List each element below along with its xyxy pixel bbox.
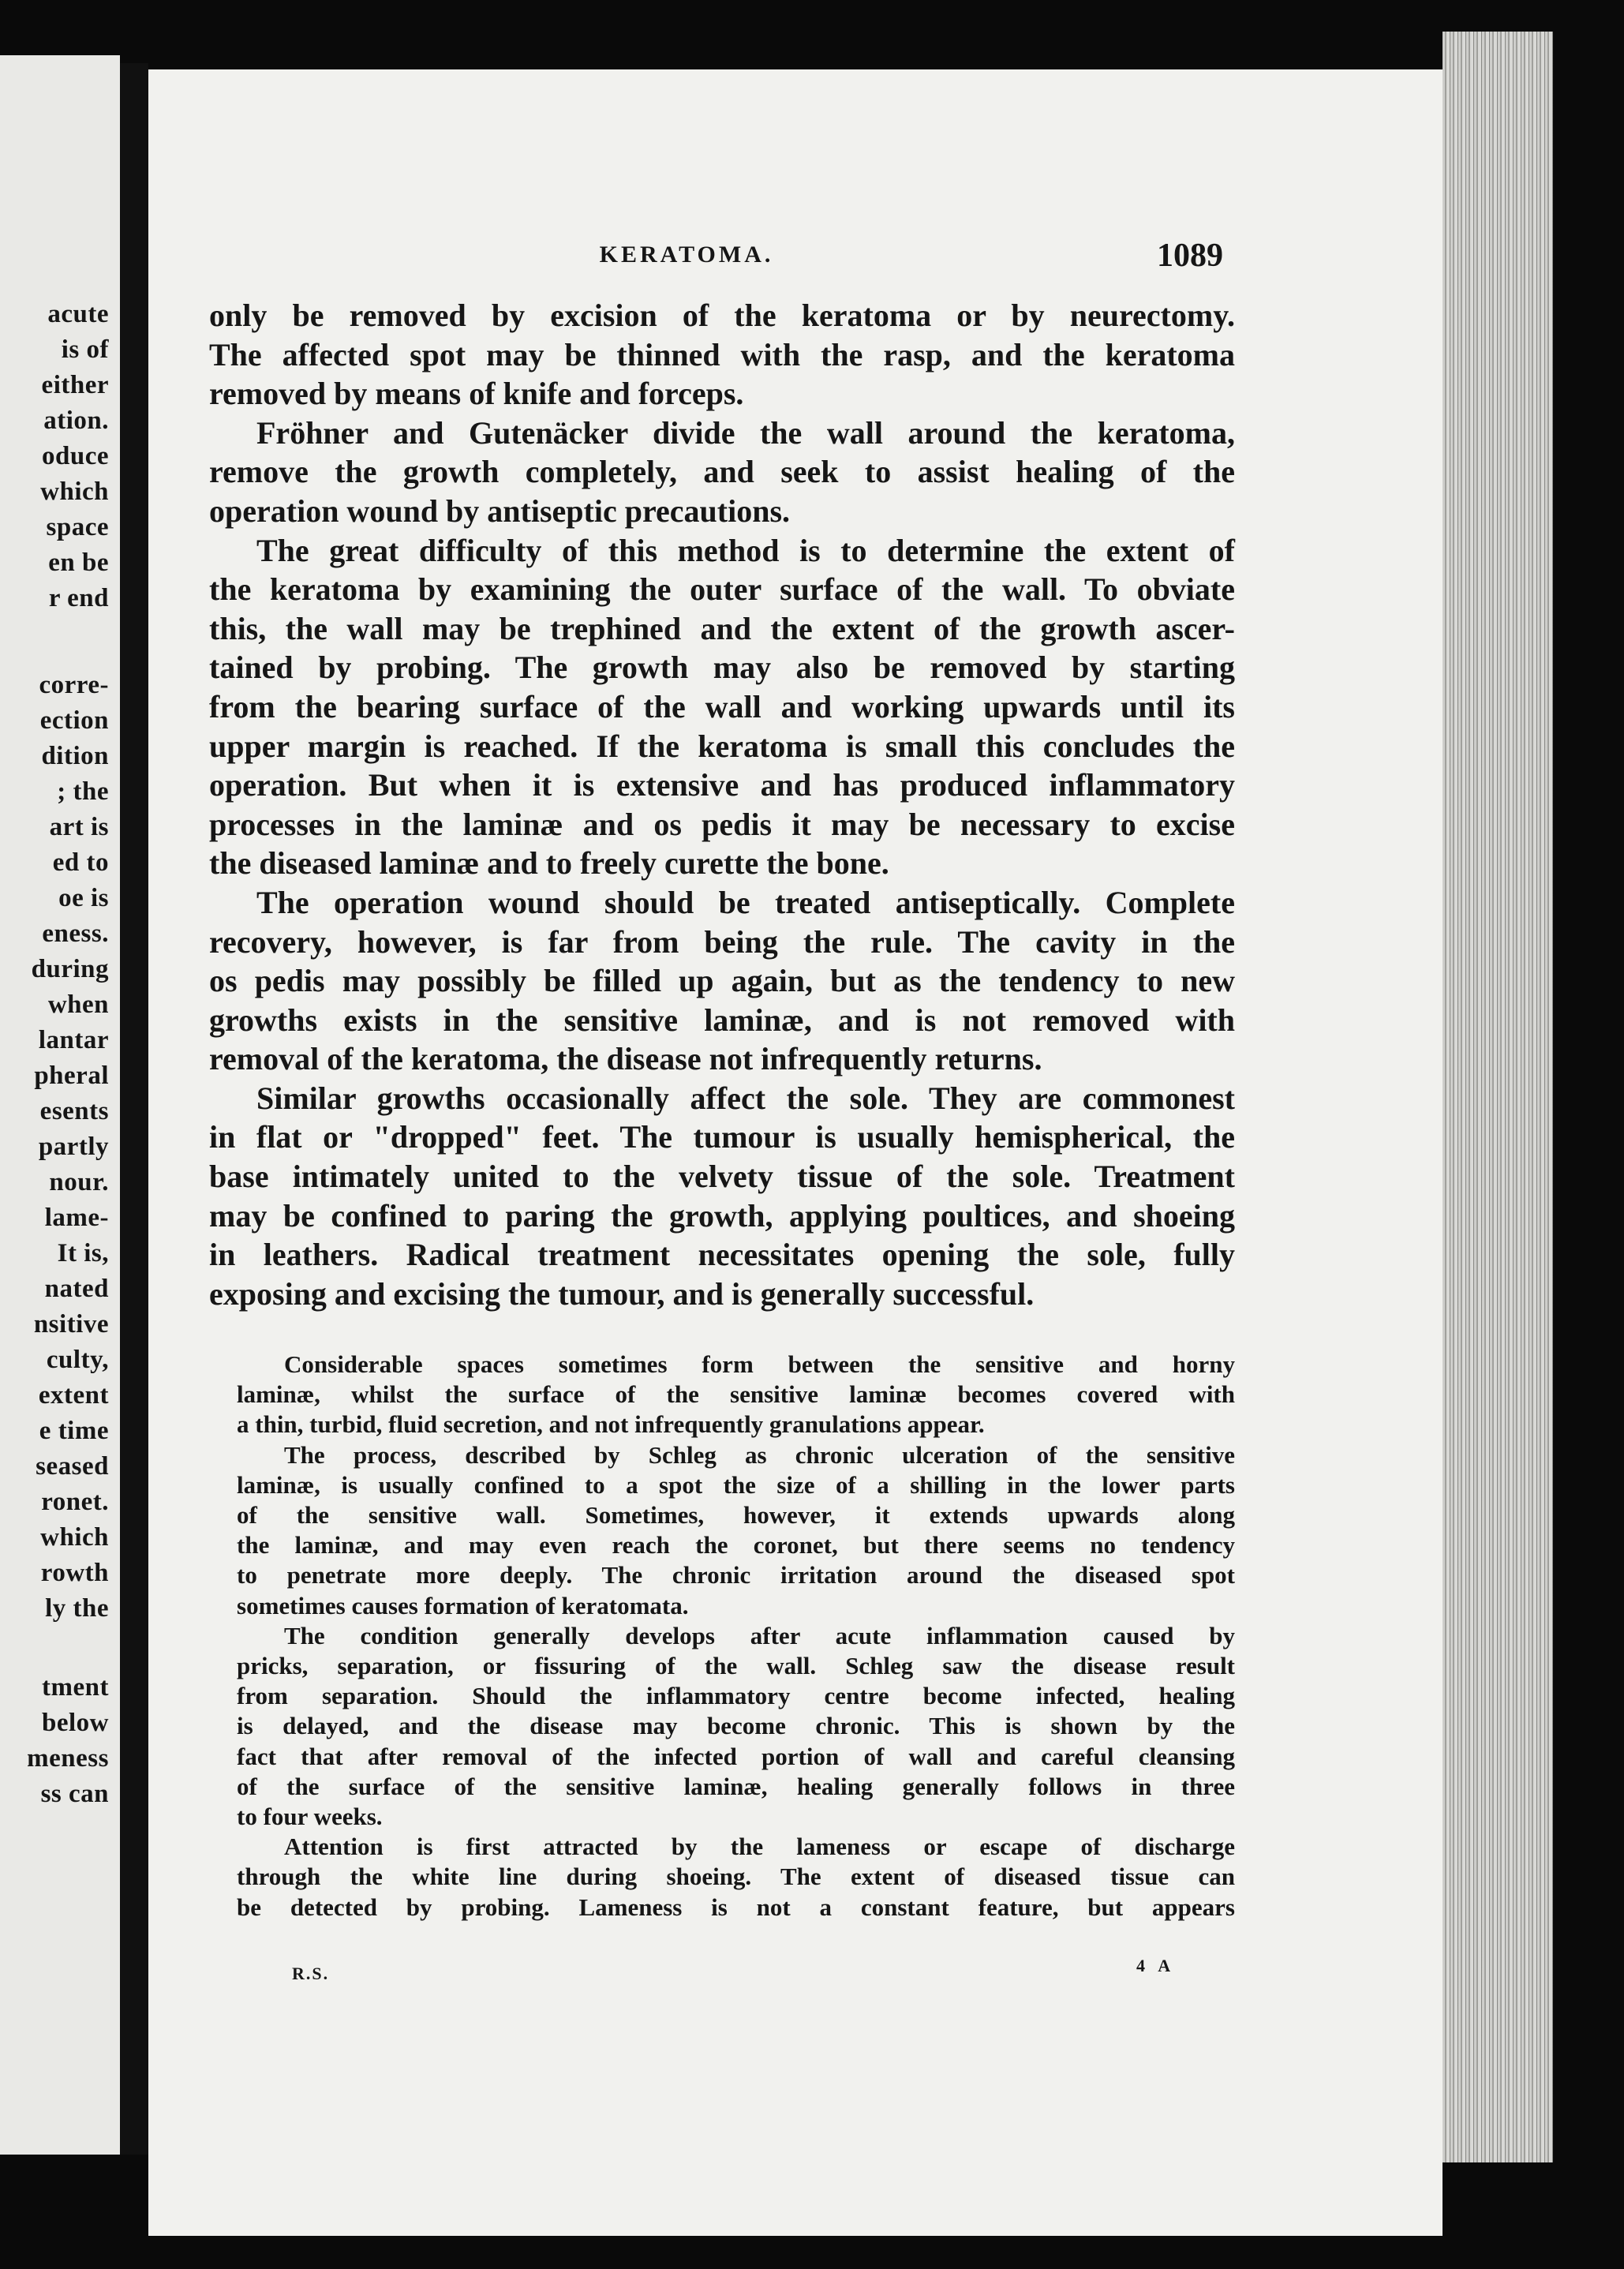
facing-page-line: which [40,477,109,506]
text-line: from the bearing surface of the wall and working upwards until its [209,688,1235,725]
facing-page-line: ly the [45,1594,109,1623]
text-line: the keratoma by examining the outer surface of the wall. To obviate [209,571,1235,608]
text-line: operation. But when it is extensive and has produced inflammatory [209,767,1235,803]
text-line: this, the wall may be trephined and the extent of the growth ascer- [209,610,1235,646]
small-text-line: is delayed, and the disease may become chronic. This is shown by the [237,1712,1235,1740]
text-line: operation wound by antiseptic precautions. [209,492,791,529]
page-header [150,237,1223,284]
text-line: Similar growths occasionally affect the sole. They are commonest [256,1080,1235,1116]
text-line: removed by means of knife and forceps. [209,376,744,412]
sheet-mark: 4 A [1136,1956,1176,1975]
facing-page-line: pheral [34,1061,109,1090]
text-line: in flat or "dropped" feet. The tumour is usually hemispherical, the [209,1119,1235,1155]
facing-page-line: acute [47,300,109,328]
small-text-line: to penetrate more deeply. The chronic irritation around the diseased spot [237,1561,1235,1589]
text-line: may be confined to paring the growth, applying poultices, and shoeing [209,1197,1235,1234]
small-text-line: a thin, turbid, fluid secretion, and not infrequently granulations appear. [237,1410,985,1439]
text-line: The operation wound should be treated antiseptically. Complete [256,884,1235,920]
text-line: The affected spot may be thinned with the rasp, and the keratoma [209,336,1235,373]
text-line: recovery, however, is far from being the rule. The cavity in the [209,923,1235,960]
signature-mark: R.S. [292,1964,330,1983]
facing-page-line: extent [38,1381,109,1410]
text-line: remove the growth completely, and seek to assist healing of the [209,454,1235,490]
facing-page-line: nated [44,1275,109,1303]
facing-page-line: eness. [42,919,109,948]
facing-page-line: space [46,513,109,541]
facing-page-line: corre- [39,671,109,699]
facing-page-line: dition [41,742,109,770]
facing-page-line: is of [61,335,109,364]
facing-page-line: rowth [40,1559,109,1587]
small-text-line: Attention is first attracted by the lameness or escape of discharge [284,1833,1235,1861]
facing-page-line: during [31,955,109,983]
small-text-line: The process, described by Schleg as chronic ulceration of the sensitive [284,1440,1235,1469]
facing-page-line: en be [48,549,109,577]
text-line: removal of the keratoma, the disease not infrequently returns. [209,1041,1042,1077]
facing-page-line: ation. [43,406,109,435]
small-text-line: The condition generally develops after acute inflammation caused by [284,1621,1235,1649]
small-text-line: laminæ, whilst the surface of the sensitive laminæ becomes covered with [237,1380,1235,1409]
small-text-line: of the sensitive wall. Sometimes, however, it extends upwards along [237,1501,1235,1530]
main-text [209,296,1235,1313]
small-text-line: from separation. Should the inflammatory centre become infected, healing [237,1682,1235,1710]
small-text-line: sometimes causes formation of keratomata. [237,1591,689,1619]
text-line: Fröhner and Gutenäcker divide the wall around the keratoma, [256,414,1235,451]
text-line: the diseased laminæ and to freely curette the bone. [209,845,889,882]
text-line: The great difficulty of this method is to determine the extent of [256,532,1235,568]
facing-page-line: oe is [58,884,109,912]
book-gutter [120,63,148,2155]
small-text-line: to four weeks. [237,1803,383,1831]
page-number: 1089 [1157,238,1223,274]
facing-page-line: esents [39,1097,109,1125]
facing-page-line: ; the [57,777,109,806]
text-line: upper margin is reached. If the keratoma is small this concludes the [209,728,1235,764]
facing-page-line: ection [39,706,109,735]
facing-page-line: lame- [44,1204,109,1232]
facing-page-line: nsitive [33,1310,109,1339]
text-line: os pedis may possibly be filled up again, but as the tendency to new [209,963,1235,999]
facing-page-line: partly [38,1133,109,1161]
page-stack-edges [1443,32,1553,2162]
facing-page-line: e time [39,1417,109,1445]
small-print-text [237,1350,1235,1923]
facing-page-line: It is, [57,1239,109,1267]
facing-page-line: ed to [52,848,109,877]
text-line: tained by probing. The growth may also be removed by starting [209,650,1235,686]
facing-page-line: either [41,371,109,399]
facing-page-line: ronet. [41,1488,109,1516]
text-line: in leathers. Radical treatment necessitates opening the sole, fully [209,1237,1235,1273]
facing-page-line: ss can [40,1780,109,1808]
small-text-line: fact that after removal of the infected portion of wall and careful cleansing [237,1742,1235,1770]
small-text-line: pricks, separation, or fissuring of the wall. Schleg saw the disease result [237,1652,1235,1680]
running-head: KERATOMA. [599,242,774,268]
facing-page-line: art is [49,813,109,841]
facing-page-line: oduce [42,442,109,470]
small-text-line: Considerable spaces sometimes form between the sensitive and horny [284,1350,1235,1378]
facing-page-line: culty, [46,1346,109,1374]
small-text-line: the laminæ, and may even reach the coronet, but there seems no tendency [237,1531,1235,1559]
facing-page-line: lantar [38,1026,109,1054]
text-line: processes in the laminæ and os pedis it may be necessary to excise [209,806,1235,842]
facing-page-line: nour. [49,1168,109,1196]
text-line: growths exists in the sensitive laminæ, and is not removed with [209,1002,1235,1038]
facing-page-line: when [47,990,109,1019]
facing-page-line: seased [36,1452,109,1481]
small-text-line: through the white line during shoeing. The extent of diseased tissue can [237,1863,1235,1891]
facing-page-line: tment [42,1673,109,1702]
facing-page-edge [0,55,120,2155]
facing-page-line: below [42,1709,109,1737]
facing-page-line: meness [27,1744,109,1773]
text-line: only be removed by excision of the keratoma or by neurectomy. [209,298,1235,333]
text-line: exposing and excising the tumour, and is generally successful. [209,1275,1035,1312]
facing-page-line: r end [48,584,109,612]
small-text-line: laminæ, is usually confined to a spot the size of a shilling in the lower parts [237,1470,1235,1499]
text-line: base intimately united to the velvety tissue of the sole. Treatment [209,1159,1235,1195]
small-text-line: of the surface of the sensitive laminæ, healing generally follows in three [237,1772,1235,1800]
small-text-line: be detected by probing. Lameness is not a constant feature, but appears [237,1893,1235,1921]
facing-page-line: which [40,1523,109,1552]
